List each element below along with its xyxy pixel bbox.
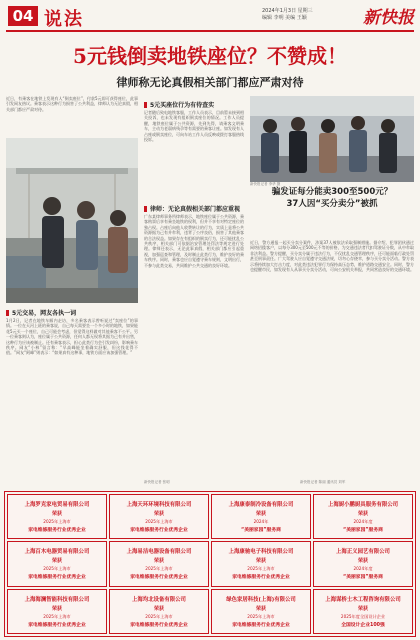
section2-text: 记者随后致电地铁客服，工作人员表示，目前暂未接到相关投诉，也未发现有组织倒卖座位的情况。工作人员提醒，地铁座位属于公共资源，先到先得，请乘客文明乘车，主动为老弱病残孕等有需要的乘客让座。如发现有人占座或倒卖座位，可向车站工作人员反映或拨打客服热线投诉。 (144, 110, 244, 143)
ad-company-name: 上海正义园艺有限公司 (336, 549, 390, 556)
ad-company-name: 上海罗克家电贸易有限公司 (24, 502, 90, 509)
ad-card (7, 589, 107, 634)
ad-award: 荣获 (51, 605, 62, 612)
sidebar-title-line1: 骗发证每分能卖300至500元？ (271, 187, 393, 197)
ad-award: 荣获 (51, 511, 62, 518)
ad-honor: 家电维修服务行业优秀企业 (28, 622, 86, 628)
ad-company-name: 上海康驰电子科技有限公司 (228, 549, 294, 556)
ad-honor: 家电维修服务行业优秀企业 (28, 528, 86, 534)
subheadline: 律师称无论真假相关部门都应严肃对待 (116, 76, 304, 89)
ad-company-name: 上海海澜智能科技有限公司 (24, 596, 90, 603)
ad-year: 2025年上海市 (247, 566, 275, 572)
page-header (0, 0, 420, 30)
ad-honor: 家电维修服务行业优秀企业 (130, 528, 188, 534)
crowd-photo (250, 96, 414, 182)
section1-text: 1月2日，记者在地铁车厢内走访，多名乘客表示曾听说过“卖座位”的事情。一位在天河上班的乘客说，自己每天需要坐一个多小时的地铁，如果能花5元买一个座位，自己可能会考虑，但觉得这样做对其他乘客不公平。另一位乘客则认为，座位属于公共资源，任何人都无权将其据为己有并出售，这种行为应该被制止。还有乘客表示，担心此类行为会引发纠纷，影响乘车秩序。网友“小林”留言称：“早高峰能坐着确实舒服，但这钱花得不值。”网友“阿峰”则表示：“如果真有这种事，地铁方面应该加强管理。” (6, 318, 138, 356)
ad-award: 荣获 (357, 558, 368, 565)
sidebar-title-box (250, 186, 414, 236)
ad-honor: “美丽家园”服务商 (343, 575, 383, 581)
reporter-credit: 新快报记者 张明 (144, 480, 170, 484)
subway-car-photo (6, 138, 138, 303)
sidebar-reporter-credit: 新快报记者 陈丽 通讯员 刘军 (300, 480, 346, 484)
ad-year: 2024年度 (353, 519, 373, 525)
section3-heading: 律师：无论真假相关部门都应重视 (144, 204, 240, 213)
ad-company-name: 上海厨小鹏厨具服务有限公司 (327, 502, 399, 509)
ad-card (313, 494, 413, 539)
ad-award: 荣获 (357, 605, 368, 612)
ad-card (109, 589, 209, 634)
section3-text: 广东某律师事务所律师表示，地铁座位属于公共资源，乘客购票后享有乘坐地铁的权利，但并不享有对特定座位的独占权。占座后向他人收费转让的行为，实质上是将公共资源据为己有并牟利，违背了公序良俗，损害了其他乘客的合法权益。如果存在有组织的倒卖行为，还可能扰乱公共秩序，相关部门可依据治安管理处罚法等规定进行处理。律师还表示，无论此事真假，相关部门都应引起重视，加强巡查和管理，及时制止此类行为，维护良好的乘车秩序。同时，乘客也应自觉遵守乘车规则，文明出行，不参与此类交易，共同维护公共交通的良好环境。 (144, 214, 244, 268)
header-info (262, 8, 362, 22)
ad-honor: “美丽家园”服务商 (241, 528, 281, 534)
newspaper-logo: 新快报 (363, 8, 414, 28)
ad-year: 2025年上海市 (247, 613, 275, 619)
sidebar-text: 近日，警方通报一起买分卖分案件，涉案37人被依法采取强制措施。据介绍，犯罪团伙通过网络招揽客户，以每分300元至500元不等的价格，为交通违法者代扣驾驶证分数，从中牟取非法利益。警方提醒，买分卖分属于违法行为，不仅扰乱交通管理秩序，还可能面临行政处罚甚至刑事责任。广大驾驶人应自觉遵守交通法规，切勿心存侥幸，参与买分卖分活动。警方表示将持续加大打击力度，对此类违法犯罪行为保持高压态势，维护道路交通安全。同时，警方也提醒市民，如发现有人从事买分卖分活动，可向公安机关举报，共同营造良好的交通环境。 (250, 240, 414, 273)
ad-award: 荣获 (51, 558, 62, 565)
ad-honor: 家电维修服务行业优秀企业 (232, 622, 290, 628)
ad-honor: 家电维修服务行业优秀企业 (232, 575, 290, 581)
section1-heading: 5元交易，网友各执一词 (6, 308, 76, 317)
ad-honor: 家电维修服务行业优秀企业 (28, 575, 86, 581)
sidebar-title-line2: 37人因“买分卖分”被抓 (286, 199, 378, 209)
ad-card (211, 494, 311, 539)
section-number: 04 (8, 6, 38, 26)
ad-honor: 家电维修服务行业优秀企业 (130, 622, 188, 628)
ad-year: 2025年上海市 (145, 613, 173, 619)
ad-year: 2024年度 (353, 566, 373, 572)
ad-year: 2025年上海市 (43, 613, 71, 619)
ad-card (313, 541, 413, 586)
photo-credit: 新快报记者 李华 摄 (250, 182, 281, 186)
header-rule (6, 30, 414, 32)
ad-card (109, 494, 209, 539)
ad-year: 2025年上海市 (145, 519, 173, 525)
ad-year: 2025年度全国设计企业 (340, 613, 386, 619)
section-title: 说法 (44, 9, 84, 30)
ad-company-name: 上海百木电器贸易有限公司 (24, 549, 90, 556)
ad-award: 荣获 (153, 558, 164, 565)
ad-company-name: 上海康泰制冷设备有限公司 (228, 502, 294, 509)
ad-card (313, 589, 413, 634)
headline: 5元钱倒卖地铁座位？不赞成！ (73, 44, 347, 68)
ad-honor: “美丽家园”服务商 (343, 528, 383, 534)
ad-honor: 家电维修服务行业优秀企业 (130, 575, 188, 581)
issue-date: 2024年1月3日 星期三 (262, 8, 313, 14)
ad-year: 2024年 (253, 519, 269, 525)
ad-company-name: 绿色家居科技(上海)有限公司 (226, 596, 296, 603)
ad-award: 荣获 (255, 511, 266, 518)
ad-card (7, 494, 107, 539)
ad-card (7, 541, 107, 586)
ad-company-name: 上海谋桥士木工程咨询有限公司 (325, 596, 401, 603)
section2-heading: 5元买座位行为有待查实 (144, 100, 214, 109)
ad-company-name: 上海天环环境科技有限公司 (126, 502, 192, 509)
ad-honor: 全国设计企业100强 (341, 622, 385, 628)
ad-year: 2025年上海市 (43, 566, 71, 572)
ad-card (211, 541, 311, 586)
ad-year: 2025年上海市 (145, 566, 173, 572)
ad-company-name: 上海易洁电器设备有限公司 (126, 549, 192, 556)
ad-award: 荣获 (153, 511, 164, 518)
ad-company-name: 上海均北设备有限公司 (132, 596, 186, 603)
ad-award: 荣获 (153, 605, 164, 612)
ad-award: 荣获 (357, 511, 368, 518)
ad-year: 2025年上海市 (43, 519, 71, 525)
ad-award: 荣获 (255, 605, 266, 612)
advertisement-grid (4, 491, 416, 637)
lead-paragraph: 近日，有乘客在地铁上发现有人“倒卖座位”，付款5元即可获得座位，此事引发网友热议。乘客表示这种行为损害了公共利益，律师认为无论真假，相关部门都应严肃对待。 (6, 96, 138, 112)
editor-credit: 编辑 李明 美编 王颖 (262, 15, 307, 21)
ad-card (211, 589, 311, 634)
ad-card (109, 541, 209, 586)
ad-award: 荣获 (255, 558, 266, 565)
